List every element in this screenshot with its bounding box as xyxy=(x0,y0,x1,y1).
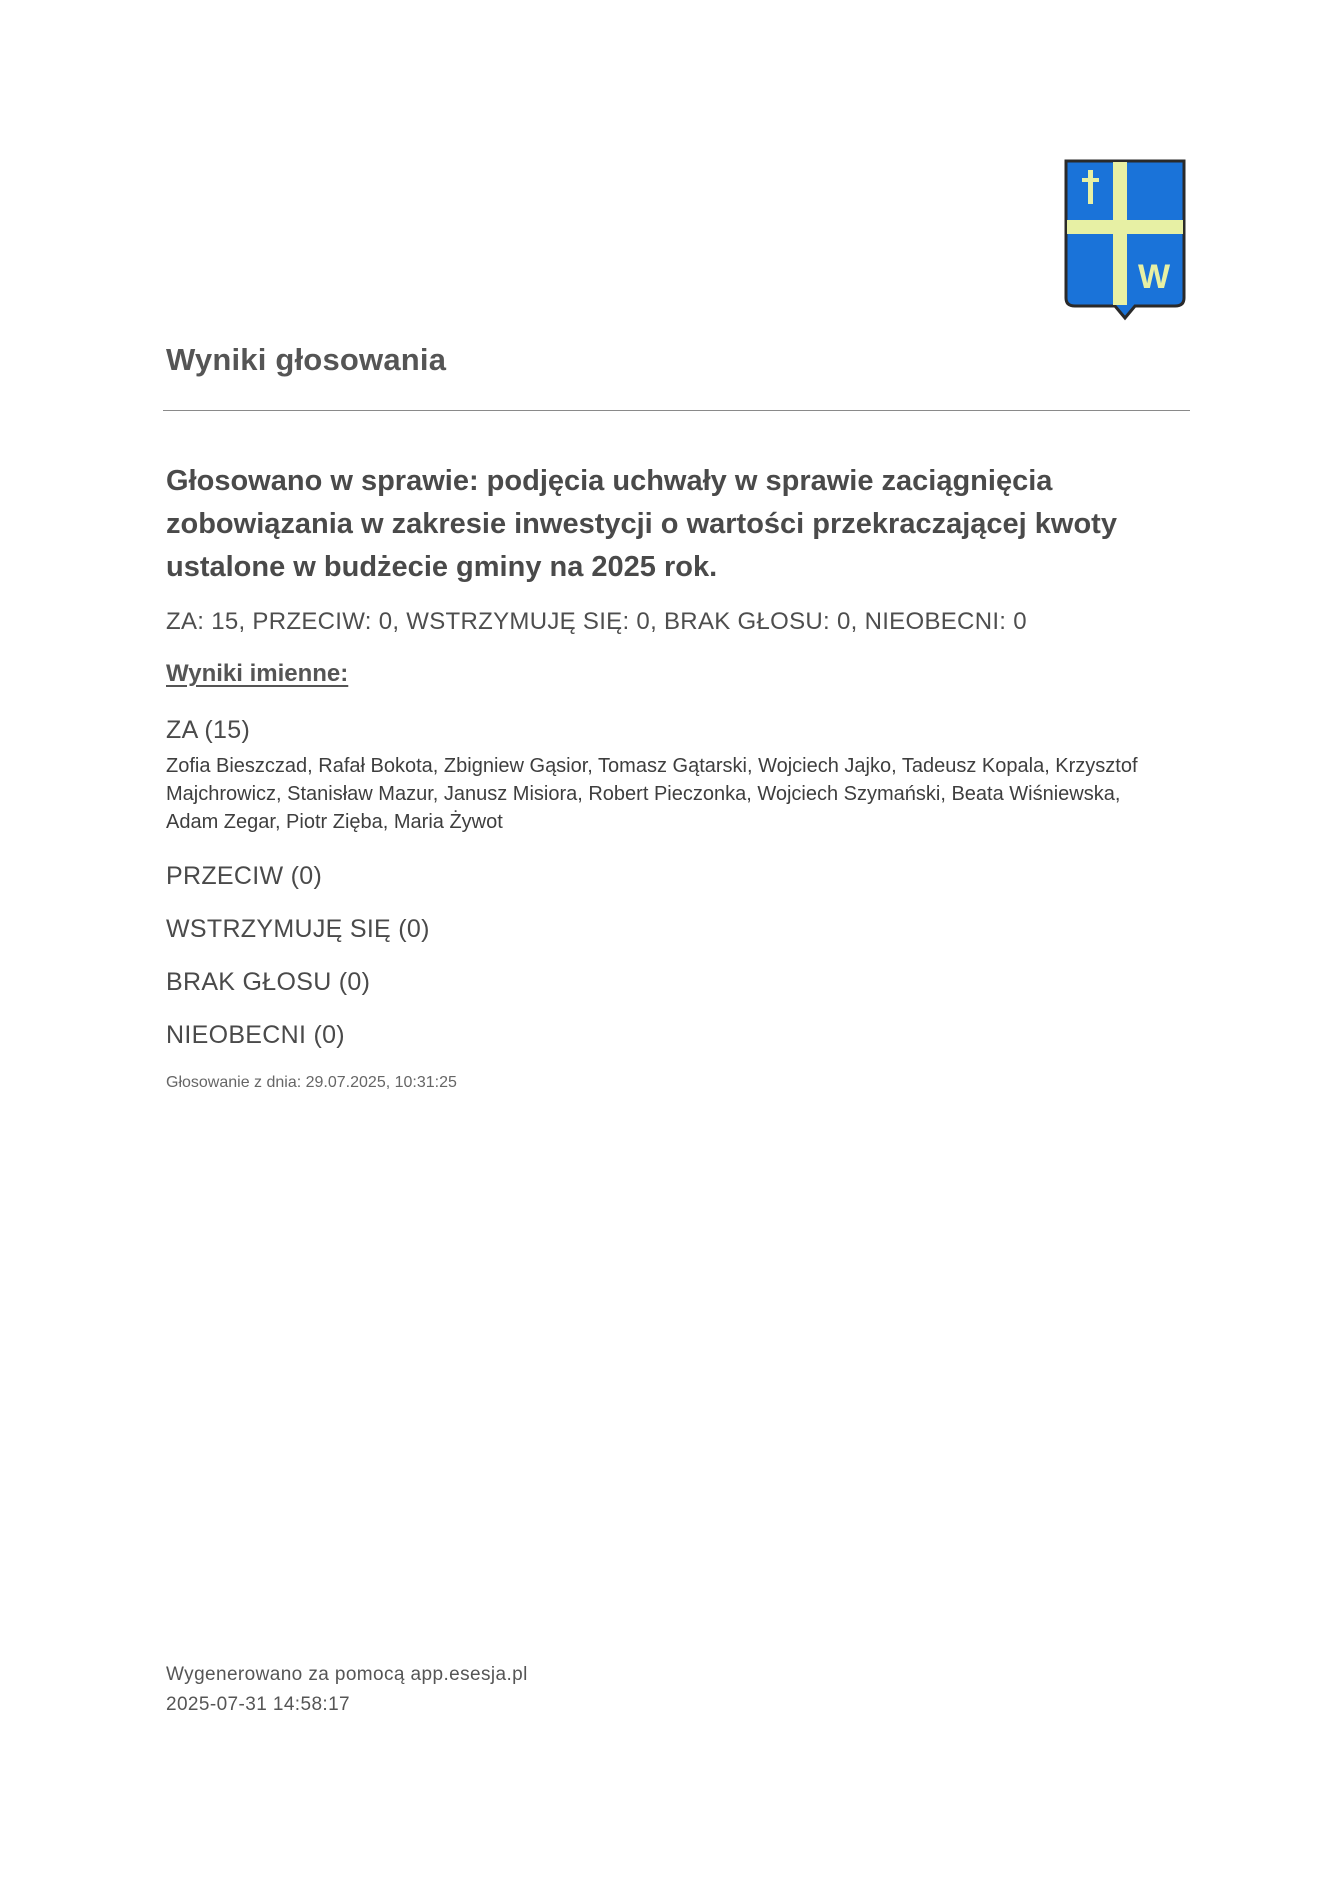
group-heading-brak-glosu: BRAK GŁOSU (0) xyxy=(166,968,371,996)
group-heading-nieobecni: NIEOBECNI (0) xyxy=(166,1021,345,1049)
divider xyxy=(163,410,1190,411)
crest-letter: W xyxy=(1137,258,1171,296)
group-heading-wstrzymuje: WSTRZYMUJĘ SIĘ (0) xyxy=(166,915,430,943)
vote-summary: ZA: 15, PRZECIW: 0, WSTRZYMUJĘ SIĘ: 0, BRAK GŁOSU: 0, NIEOBECNI: 0 xyxy=(166,608,1027,635)
group-heading-za: ZA (15) xyxy=(166,716,251,744)
vote-date: Głosowanie z dnia: 29.07.2025, 10:31:25 xyxy=(166,1074,457,1091)
footer-generated-by: Wygenerowano za pomocą app.esesja.pl xyxy=(166,1664,528,1685)
named-results-heading: Wyniki imienne: xyxy=(166,660,349,687)
group-names-za: Zofia Bieszczad, Rafał Bokota, Zbigniew Gąsior, Tomasz Gątarski, Wojciech Jajko, Tadeusz Kopala, Krzysztof Majchrowicz, Stanisław Mazur, Janusz Misiora, Robert Pieczonka, Wojciech Szymański, Beata Wiśniewska, Adam Zegar, Piotr Zięba, Maria Żywot xyxy=(166,755,1138,833)
vote-subject: Głosowano w sprawie: podjęcia uchwały w sprawie zaciągnięcia zobowiązania w zakresie inwestycji o wartości przekraczającej kwoty ustalone w budżecie gminy na 2025 rok. xyxy=(166,465,1117,583)
footer-timestamp: 2025-07-31 14:58:17 xyxy=(166,1694,351,1715)
group-heading-przeciw: PRZECIW (0) xyxy=(166,862,323,890)
page-title: Wyniki głosowania xyxy=(166,342,447,377)
coat-of-arms-icon xyxy=(1063,158,1187,322)
